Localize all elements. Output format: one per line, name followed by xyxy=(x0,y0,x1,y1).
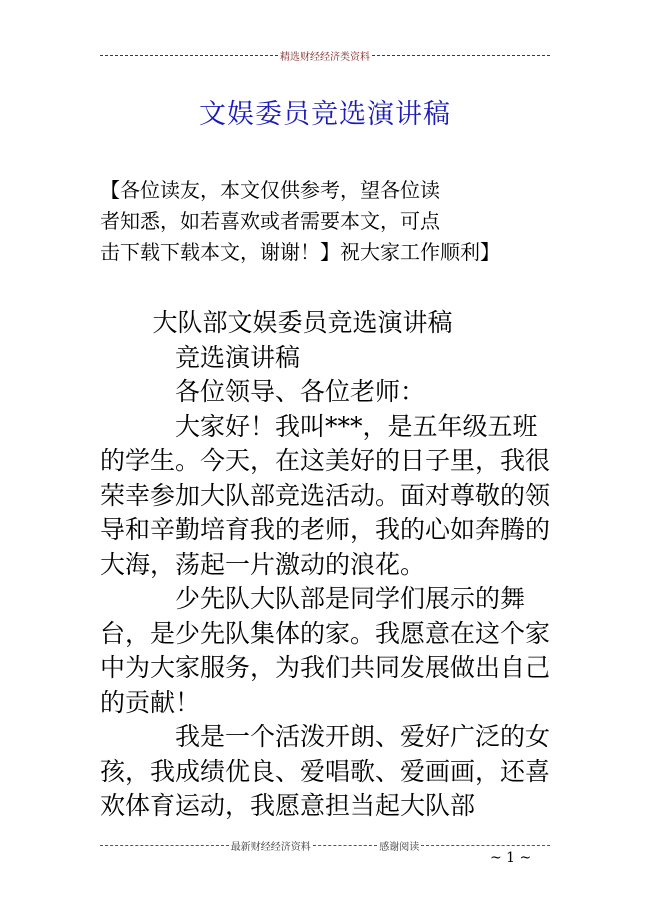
body-paragraph: 大家好！我叫***，是五年级五班的学生。今天，在这美好的日子里，我很荣幸参加大队部竞选活动。面对尊敬的领导和辛勤培育我的老师，我的心如奔腾的大海，荡起一片激动的浪花。 xyxy=(100,411,551,579)
body-subtitle: 大队部文娱委员竞选演讲稿 xyxy=(152,308,453,337)
body-paragraph: 竞选演讲稿 xyxy=(175,342,301,372)
notice-line: 击下载下载本文，谢谢！】祝大家工作顺利】 xyxy=(100,240,500,264)
footer-divider-middle xyxy=(313,845,377,846)
page-footer xyxy=(100,838,550,853)
page-number: ~ 1 ~ xyxy=(490,850,532,866)
document-body xyxy=(100,306,552,824)
header-label: 精选财经经济类资料 xyxy=(280,52,370,63)
download-notice xyxy=(100,175,530,268)
footer-divider-right xyxy=(421,845,550,846)
salutation: 各位领导、各位老师： xyxy=(175,377,426,406)
body-paragraph: 我是一个活泼开朗、爱好广泛的女孩，我成绩优良、爱唱歌、爱画画，还喜欢体育运动，我愿意担当起大队部 xyxy=(100,722,551,820)
footer-label-right: 感谢阅读 xyxy=(379,842,420,853)
footer-divider-left xyxy=(100,845,229,846)
page-header xyxy=(100,48,550,63)
notice-line: 者知悉，如若喜欢或者需要本文，可点 xyxy=(100,209,440,233)
document-title: 文娱委员竞选演讲稿 xyxy=(199,99,451,130)
footer-label-left: 最新财经经济资料 xyxy=(230,842,311,853)
header-divider-right xyxy=(372,55,550,56)
header-divider-left xyxy=(100,55,278,56)
notice-line: 【各位读友，本文仅供参考，望各位读 xyxy=(100,178,440,202)
body-paragraph: 少先队大队部是同学们展示的舞台，是少先队集体的家。我愿意在这个家中为大家服务，为我们共同发展做出自己的贡献！ xyxy=(100,584,551,717)
